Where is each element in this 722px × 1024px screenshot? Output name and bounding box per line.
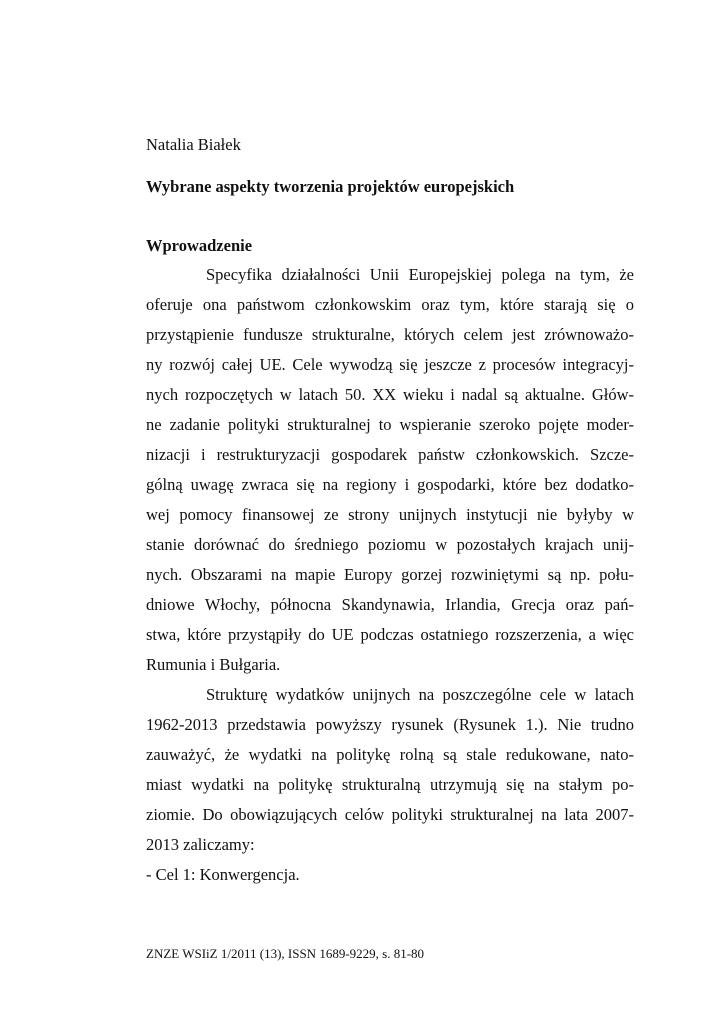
text-line: ne zadanie polityki strukturalnej to wspieranie szeroko pojęte moder- xyxy=(146,415,634,434)
text-line: przystąpienie fundusze strukturalne, których celem jest zrównoważo- xyxy=(146,325,634,344)
text-line: nizacji i restrukturyzacji gospodarek państw członkowskich. Szcze- xyxy=(146,445,634,464)
text-line: ziomie. Do obowiązujących celów polityki strukturalnej na lata 2007- xyxy=(146,805,634,824)
footer-citation: ZNZE WSIiZ 1/2011 (13), ISSN 1689-9229, s. 81-80 xyxy=(146,946,425,961)
text-line: Specyfika działalności Unii Europejskiej polega na tym, że xyxy=(206,265,634,284)
text-line: 1962-2013 przedstawia powyższy rysunek (Rysunek 1.). Nie trudno xyxy=(146,715,634,734)
text-line: miast wydatki na politykę strukturalną utrzymują się na stałym po- xyxy=(146,775,634,794)
text-line: wej pomocy finansowej ze strony unijnych instytucji nie byłyby w xyxy=(146,505,634,524)
text-line: Rumunia i Bułgaria. xyxy=(146,655,281,674)
text-line: 2013 zaliczamy: xyxy=(146,835,255,854)
text-line: ny rozwój całej UE. Cele wywodzą się jeszcze z procesów integracyj- xyxy=(146,355,634,374)
article-title: Wybrane aspekty tworzenia projektów europejskich xyxy=(146,177,515,196)
list-item: - Cel 1: Konwergencja. xyxy=(146,865,300,884)
text-line: nych rozpoczętych w latach 50. XX wieku i nadal są aktualne. Głów- xyxy=(146,385,634,404)
text-line: gólną uwagę zwraca się na regiony i gospodarki, które bez dodatko- xyxy=(146,475,634,494)
text-line: nych. Obszarami na mapie Europy gorzej rozwiniętymi są np. połu- xyxy=(146,565,634,584)
text-line: oferuje ona państwom członkowskim oraz tym, które starają się o xyxy=(146,295,634,314)
text-line: dniowe Włochy, północna Skandynawia, Irlandia, Grecja oraz pań- xyxy=(146,595,634,614)
text-line: Strukturę wydatków unijnych na poszczególne cele w latach xyxy=(206,685,634,704)
text-line: stanie dorównać do średniego poziomu w pozostałych krajach unij- xyxy=(146,535,634,554)
text-line: stwa, które przystąpiły do UE podczas ostatniego rozszerzenia, a więc xyxy=(146,625,634,644)
author-name: Natalia Białek xyxy=(146,135,241,154)
section-heading: Wprowadzenie xyxy=(146,236,253,255)
text-line: zauważyć, że wydatki na politykę rolną są stale redukowane, nato- xyxy=(146,745,634,764)
